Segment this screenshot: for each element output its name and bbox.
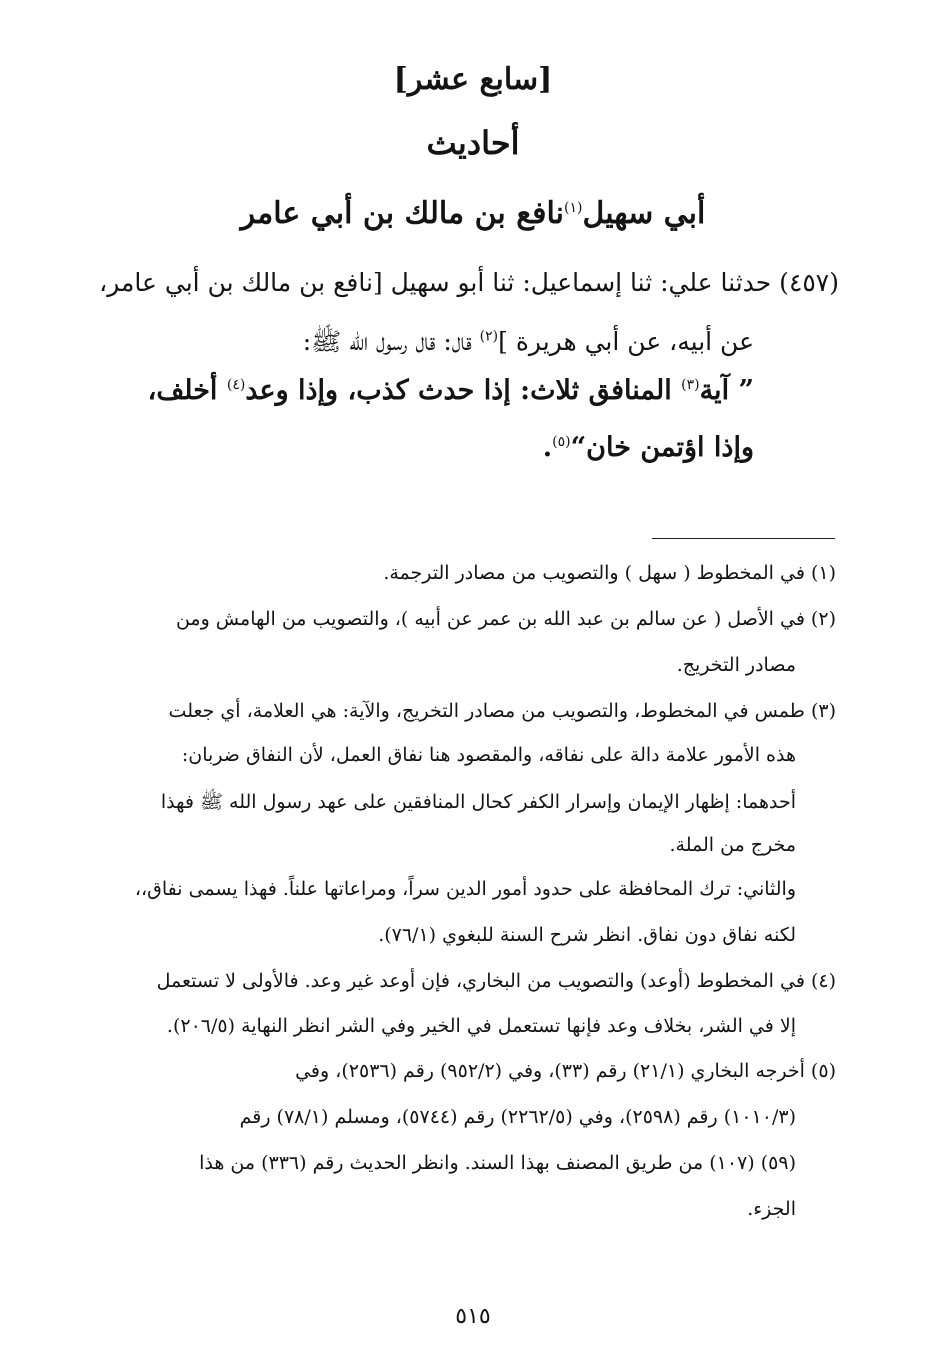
hadith-line: (٤٥٧) حدثنا علي: ثنا إسماعيل: ثنا أبو سهيل [نافع بن مالك بن أبي عامر، xyxy=(99,268,839,297)
footnote-marker: (٥) xyxy=(552,434,571,450)
footnote-line: (٥٩) (١٠٧) من طريق المصنف بهذا السند. وانظر الحديث رقم (٣٣٦) من هذا xyxy=(199,1152,796,1174)
footnote-line: والثاني: ترك المحافظة على حدود أمور الدين سراً، ومراعاتها علناً. فهذا يسمى نفاق،، xyxy=(134,878,796,900)
hadith-text: قال: قال رسول الله ﷺ: xyxy=(302,327,480,356)
footnote-marker: (٢) xyxy=(479,328,499,345)
hadith-matn-text: ” آية xyxy=(699,375,754,406)
footnote-line: لكنه نفاق دون نفاق. انظر شرح السنة للبغوي (٧٦/١). xyxy=(378,924,796,946)
footnote-line: إلا في الشر، بخلاف وعد فإنها تستعمل في الخير وفي الشر انظر النهاية (٢٠٦/٥). xyxy=(166,1015,796,1037)
footnote-separator xyxy=(652,538,835,539)
chapter-heading: [سابع عشر] xyxy=(393,62,553,97)
footnote-line: (٣) طمس في المخطوط، والتصويب من مصادر التخريج، والآية: هي العلامة، أي جعلت xyxy=(168,700,836,722)
narrator-name: أبي سهيل xyxy=(582,196,706,231)
footnote-line: هذه الأمور علامة دالة على نفاقه، والمقصود هنا نفاق العمل، لأن النفاق ضربان: xyxy=(181,744,796,766)
hadith-matn-text: وإذا اؤتمن خان“ xyxy=(570,432,754,463)
footnote-line: (١٠١٠/٣) رقم (٢٥٩٨)، وفي (٢٢٦٢/٥) رقم (٥٧٤٤)، ومسلم (٧٨/١) رقم xyxy=(239,1106,796,1128)
footnote-marker: (١) xyxy=(564,200,583,216)
narrator-heading xyxy=(0,196,946,231)
narrator-lineage: نافع بن مالك بن أبي عامر xyxy=(240,196,565,231)
hadith-matn-line xyxy=(543,432,754,463)
hadith-line xyxy=(303,326,754,363)
footnote-line: أحدهما: إظهار الإيمان وإسرار الكفر كحال المنافقين على عهد رسول الله ﷺ فهذا xyxy=(160,791,796,813)
hadith-matn-text: . xyxy=(542,432,553,463)
footnote-line: (١) في المخطوط ( سهل ) والتصويب من مصادر الترجمة. xyxy=(383,562,836,584)
footnote-line: (٢) في الأصل ( عن سالم بن عبد الله بن عمر عن أبيه )، والتصويب من الهامش ومن xyxy=(175,608,836,630)
footnote-line: مخرج من الملة. xyxy=(669,834,796,856)
section-heading: أحاديث xyxy=(426,124,520,162)
page-number: ٥١٥ xyxy=(455,1304,491,1329)
hadith-text: عن أبيه، عن أبي هريرة ] xyxy=(498,327,754,356)
footnote-line: مصادر التخريج. xyxy=(676,654,796,676)
footnote-line: الجزء. xyxy=(747,1198,796,1220)
footnote-marker: (٣) xyxy=(681,377,700,393)
hadith-matn-text: المنافق ثلاث: إذا حدث كذب، وإذا وعد xyxy=(245,375,682,406)
footnote-line: (٥) أخرجه البخاري (٢١/١) رقم (٣٣)، وفي (٩٥٢/٢) رقم (٢٥٣٦)، وفي xyxy=(295,1060,836,1082)
footnote-marker: (٤) xyxy=(226,377,246,393)
hadith-matn-text: أخلف، xyxy=(147,375,227,406)
footnote-line: (٤) في المخطوط (أوعد) والتصويب من البخاري، فإن أوعد غير وعد. فالأولى لا تستعمل xyxy=(156,970,836,992)
hadith-matn-line xyxy=(148,375,754,406)
